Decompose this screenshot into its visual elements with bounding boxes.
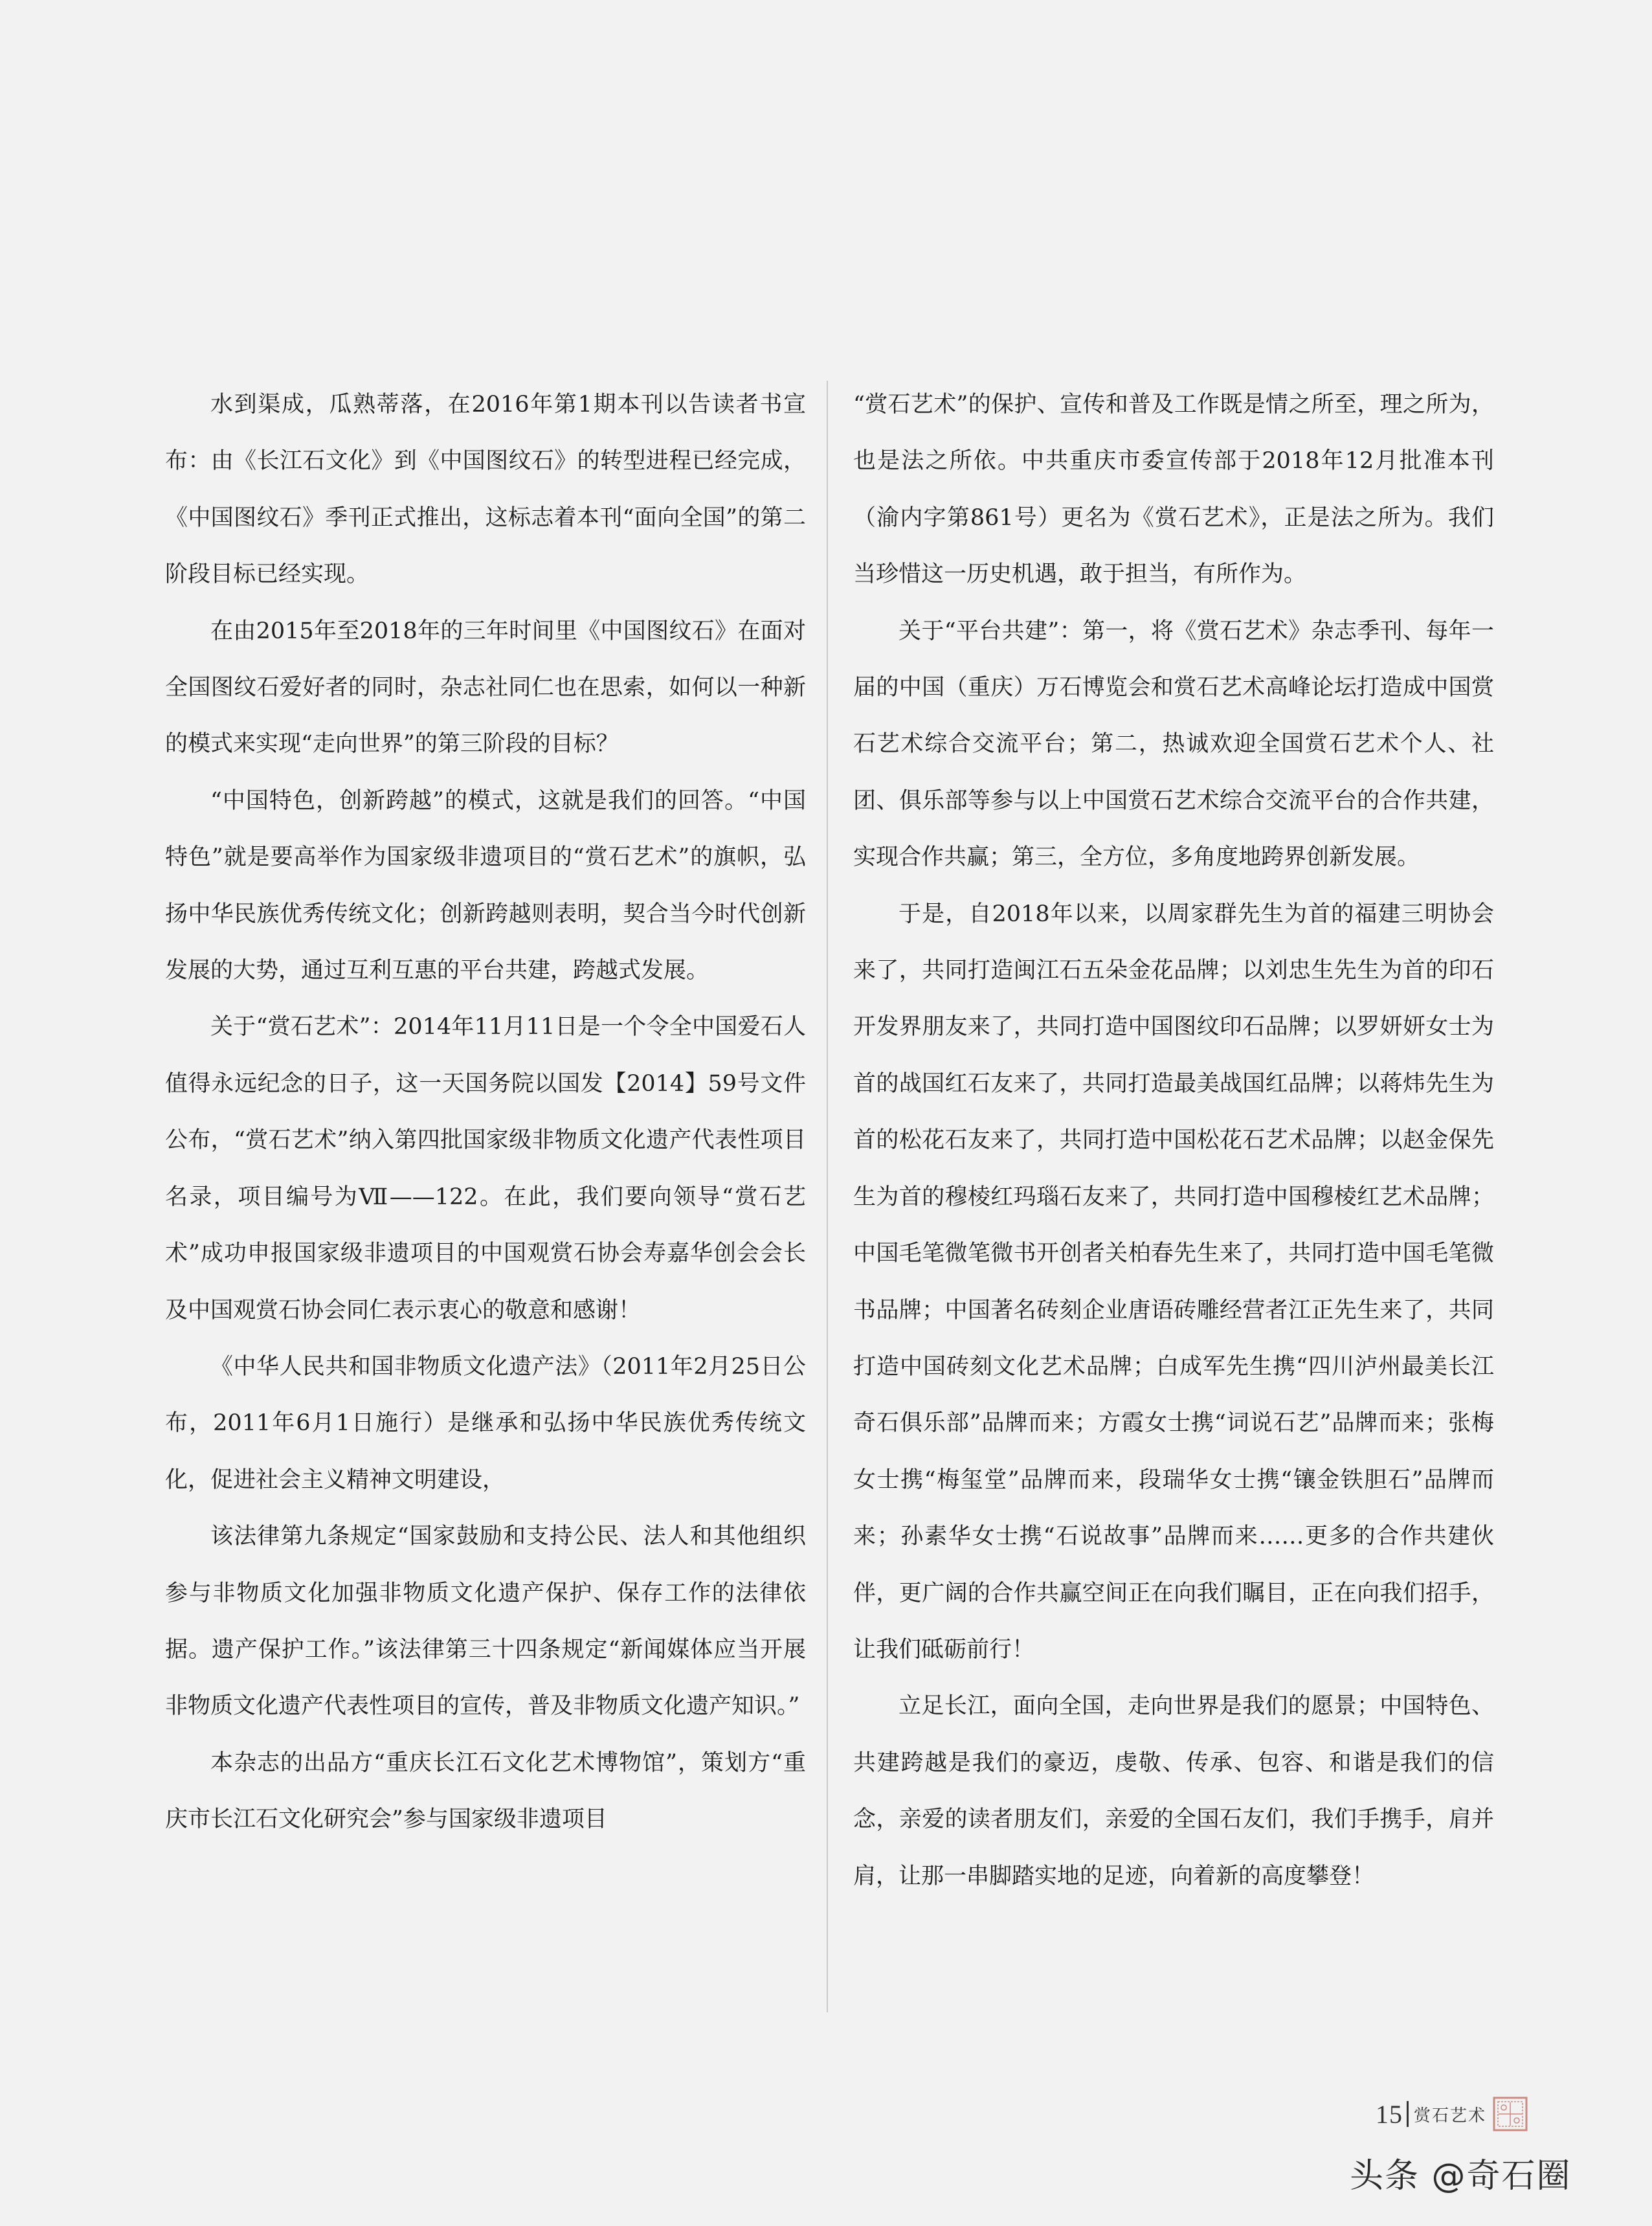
paragraph: 于是，自2018年以来，以周家群先生为首的福建三明协会来了，共同打造闽江石五朵金花品牌；以刘忠生先生为首的印石开发界朋友来了，共同打造中国图纹印石品牌；以罗妍妍女士为首的战国红石友来了，共同打造最美战国红品牌；以蒋炜先生为首的松花石友来了，共同打造中国松花石艺术品牌；以赵金保先生为首的穆棱红玛瑙石友来了，共同打造中国穆棱红艺术品牌；中国毛笔微笔微书开创者关柏春先生来了，共同打造中国毛笔微书品牌；中国著名砖刻企业唐语砖雕经营者江正先生来了，共同打造中国砖刻文化艺术品牌；白成军先生携“四川泸州最美长江奇石俱乐部”品牌而来；方霞女士携“词说石艺”品牌而来；张梅女士携“梅玺堂”品牌而来，段瑞华女士携“镶金铁胆石”品牌而来；孙素华女士携“石说故事”品牌而来……更多的合作共建伙伴，更广阔的合作共赢空间正在向我们瞩目，正在向我们招手，让我们砥砺前行！ — [853, 901, 1494, 1663]
paragraph: 在由2015年至2018年的三年时间里《中国图纹石》在面对全国图纹石爱好者的同时，杂志社同仁也在思索，如何以一种新的模式来实现“走向世界”的第三阶段的目标？ — [165, 618, 806, 758]
paragraph: “中国特色，创新跨越”的模式，这就是我们的回答。“中国特色”就是要高举作为国家级非遗项目的“赏石艺术”的旗帜，弘扬中华民族优秀传统文化；创新跨越则表明，契合当今时代创新发展的大势，通过互利互惠的平台共建，跨越式发展。 — [165, 787, 806, 984]
watermark-text: 头条 @奇石圈 — [1350, 2157, 1572, 2196]
paragraph: 《中华人民共和国非物质文化遗产法》（2011年2月25日公布，2011年6月1日施行）是继承和弘扬中华民族优秀传统文化，促进社会主义精神文明建设， — [165, 1353, 806, 1493]
paragraph: 该法律第九条规定“国家鼓励和支持公民、法人和其他组织参与非物质文化加强非物质文化遗产保护、保存工作的法律依据。遗产保护工作。”该法律第三十四条规定“新闻媒体应当开展非物质文化遗产代表性项目的宣传，普及非物质文化遗产知识。” — [165, 1523, 806, 1720]
paragraph: 立足长江，面向全国，走向世界是我们的愿景；中国特色、共建跨越是我们的豪迈，虔敬、传承、包容、和谐是我们的信念，亲爱的读者朋友们，亲爱的全国石友们，我们手携手，肩并肩，让那一串脚踏实地的足迹，向着新的高度攀登！ — [853, 1693, 1494, 1889]
magazine-title: 赏石艺术 — [1414, 2106, 1487, 2126]
paragraph: 关于“平台共建”：第一，将《赏石艺术》杂志季刊、每年一届的中国（重庆）万石博览会和赏石艺术高峰论坛打造成中国赏石艺术综合交流平台；第二，热诚欢迎全国赏石艺术个人、社团、俱乐部等参与以上中国赏石艺术综合交流平台的合作共建，实现合作共赢；第三，全方位，多角度地跨界创新发展。 — [853, 618, 1494, 871]
article-left-column — [165, 377, 806, 1849]
paragraph: 本杂志的出品方“重庆长江石文化艺术博物馆”，策划方“重庆市长江石文化研究会”参与国家级非遗项目 — [165, 1749, 806, 1833]
seal-stamp-icon — [1493, 2097, 1528, 2131]
paragraph: 关于“赏石艺术”：2014年11月11日是一个令全中国爱石人值得永远纪念的日子，这一天国务院以国发【2014】59号文件公布，“赏石艺术”纳入第四批国家级非物质文化遗产代表性项目名录，项目编号为Ⅶ——122。在此，我们要向领导“赏石艺术”成功申报国家级非遗项目的中国观赏石协会寿嘉华创会会长及中国观赏石协会同仁表示衷心的敬意和感谢！ — [165, 1014, 806, 1323]
footer-divider — [1407, 2101, 1409, 2127]
article-right-column — [853, 377, 1494, 1905]
paragraph-continuation: “赏石艺术”的保护、宣传和普及工作既是情之所至，理之所为，也是法之所依。中共重庆市委宣传部于2018年12月批准本刊（渝内字第861号）更名为《赏石艺术》，正是法之所为。我们当珍惜这一历史机遇，敢于担当，有所作为。 — [853, 392, 1494, 588]
paragraph: 水到渠成，瓜熟蒂落，在2016年第1期本刊以告读者书宣布：由《长江石文化》到《中国图纹石》的转型进程已经完成，《中国图纹石》季刊正式推出，这标志着本刊“面向全国”的第二阶段目标已经实现。 — [165, 392, 806, 588]
page-number: 15 — [1376, 2099, 1403, 2129]
page-footer — [1376, 2095, 1528, 2133]
column-divider — [827, 381, 828, 2012]
